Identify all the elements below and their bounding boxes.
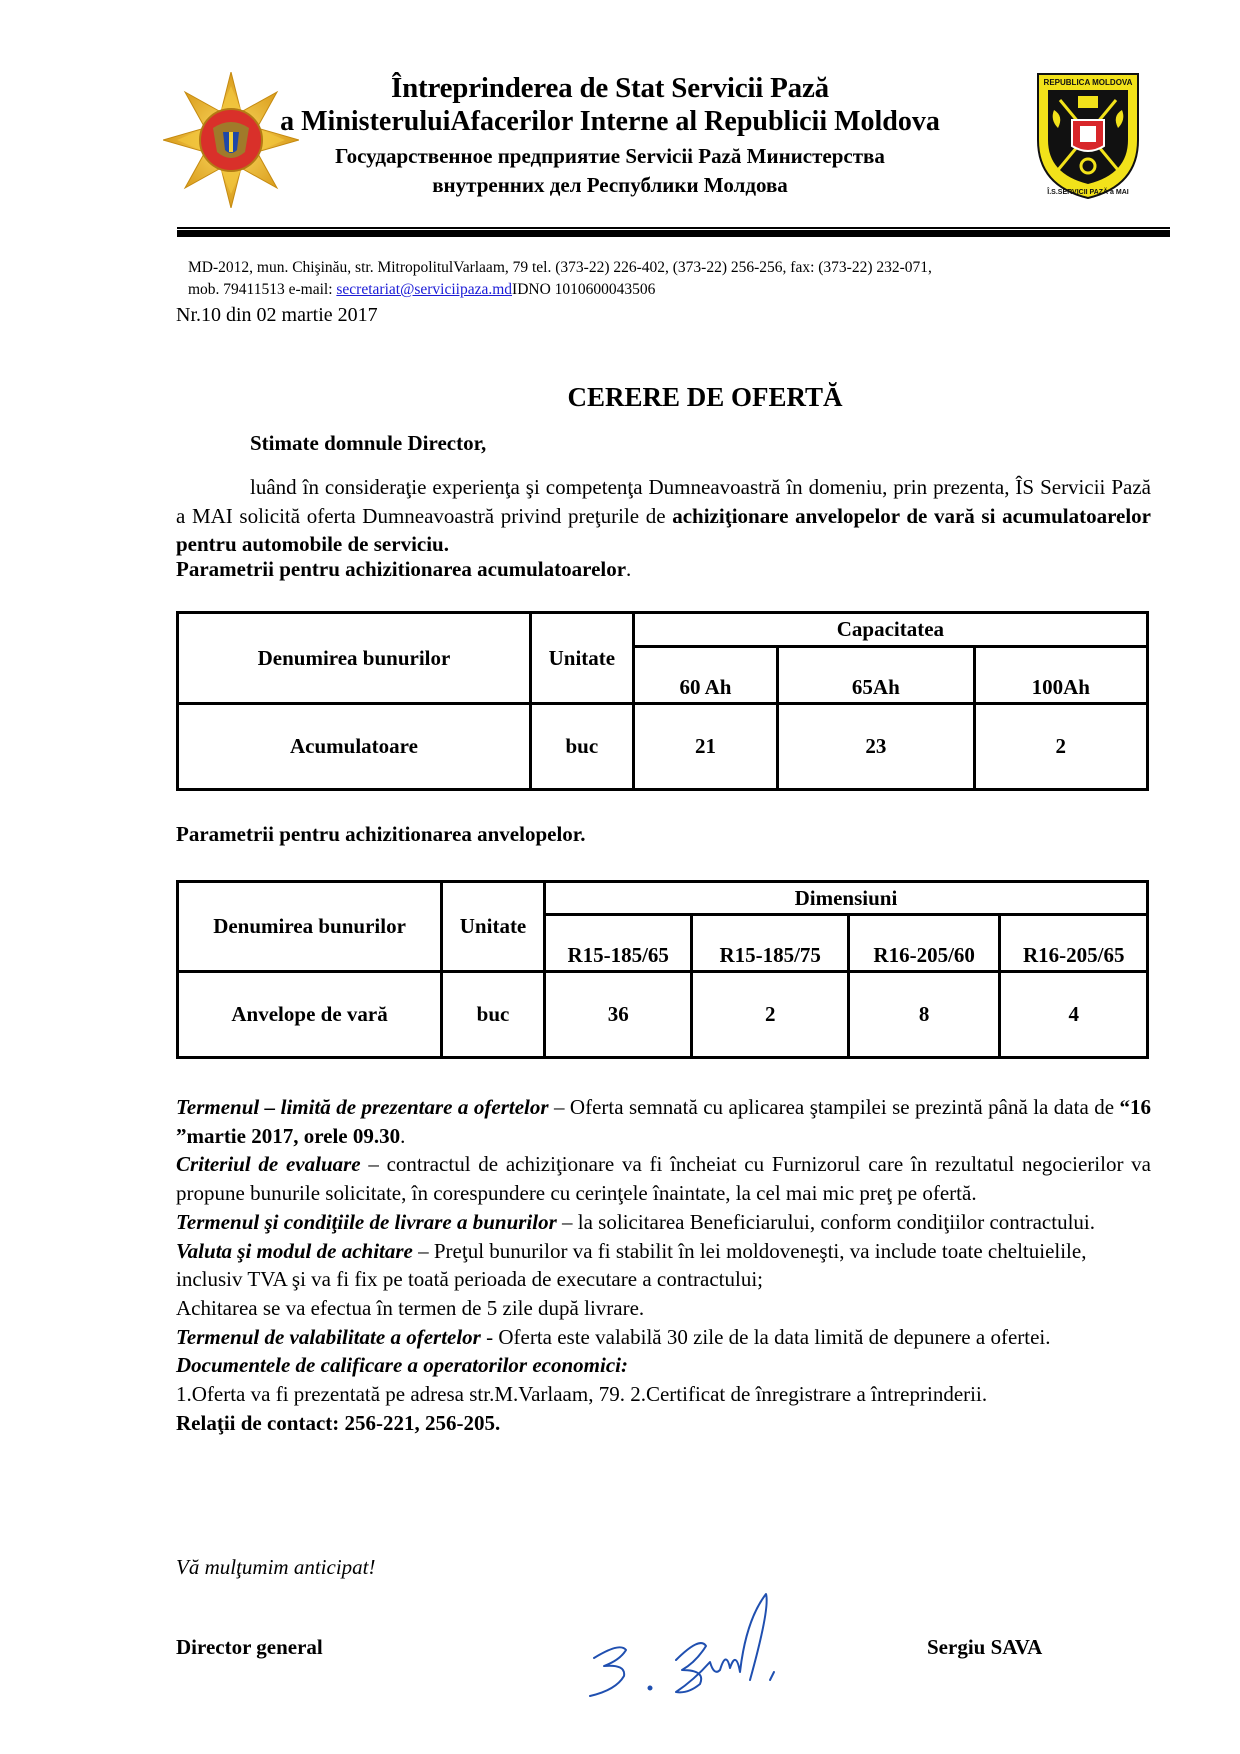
batteries-item-name: Acumulatoare xyxy=(178,704,531,790)
intro-text: luând în consideraţie experienţa şi competenţa Dumneavoastră în domeniu, prin prezenta, ÎS Servicii Pază a MAI solicită oferta Dumneavoastră privind preţurile de xyxy=(176,475,1151,528)
currency-term xyxy=(176,1237,1151,1294)
validity-label: Termenul de valabilitate a ofertelor xyxy=(176,1324,481,1349)
batteries-subcol-header: 60 Ah xyxy=(633,647,777,704)
contact-relations: Relaţii de contact: 256-221, 256-205. xyxy=(176,1410,501,1435)
tires-heading: Parametrii pentru achizitionarea anvelopelor. xyxy=(176,822,586,846)
validity-term xyxy=(176,1323,1151,1352)
table-row xyxy=(178,972,1148,1058)
delivery-text: – la solicitarea Beneficiarului, conform condiţiilor contractului. xyxy=(556,1209,1096,1234)
delivery-term xyxy=(176,1208,1151,1237)
svg-text:REPUBLICA MOLDOVA: REPUBLICA MOLDOVA xyxy=(1043,78,1133,87)
tires-col-name-header: Denumirea bunurilor xyxy=(178,882,442,972)
currency-text: – Preţul bunurilor va fi stabilit în lei moldoveneşti, va include toate cheltuielile, inclusiv TVA şi va fi fix pe toată perioada de executare a contractului; xyxy=(176,1238,1087,1292)
tires-item-unit: buc xyxy=(442,972,545,1058)
batteries-item-unit: buc xyxy=(530,704,633,790)
tires-qty: 8 xyxy=(848,972,1000,1058)
tires-qty: 2 xyxy=(692,972,848,1058)
criteria-text: – contractul de achiziţionare va fi încheiat cu Furnizorul care în rezultatul negocierilor va propune bunurile solicitate, în corespundere cu cerinţele înaintate, la cel mai mic preţ pe ofertă. xyxy=(176,1152,1151,1206)
batteries-qty: 21 xyxy=(633,704,777,790)
payment-term: Achitarea se va efectua în termen de 5 zile după livrare. xyxy=(176,1295,645,1320)
document-title: CERERE DE OFERTĂ xyxy=(567,382,843,412)
tires-col-unit-header: Unitate xyxy=(442,882,545,972)
tires-subcol-header: R16-205/60 xyxy=(848,915,1000,972)
closing-thanks: Vă mulţumim anticipat! xyxy=(176,1555,376,1579)
salutation: Stimate domnule Director, xyxy=(250,431,487,455)
criteria-label: Criteriul de evaluare xyxy=(176,1152,361,1177)
deadline-term xyxy=(176,1093,1151,1150)
contact-address-line: MD-2012, mun. Chişinău, str. MitropolitulVarlaam, 79 tel. (373-22) 226-402, (373-22) 256-256, fax: (373-22) 232-071, xyxy=(188,259,932,276)
batteries-subcol-header: 65Ah xyxy=(778,647,974,704)
header-divider-thick xyxy=(177,230,1170,237)
tires-qty: 4 xyxy=(1000,972,1148,1058)
documents-list: 1.Oferta va fi prezentată pe adresa str.M.Varlaam, 79. 2.Certificat de înregistrare a întreprinderii. xyxy=(176,1382,988,1407)
signatory-name: Sergiu SAVA xyxy=(927,1635,1043,1659)
handwritten-signature-icon xyxy=(580,1580,800,1700)
is-servicii-paza-shield-icon xyxy=(1034,70,1142,202)
contact-idno: IDNO 1010600043506 xyxy=(512,281,656,298)
table-row xyxy=(178,704,1148,790)
header-divider-thin xyxy=(177,227,1170,229)
validity-text: - Oferta este valabilă 30 zile de la data limită de depunere a ofertei. xyxy=(480,1324,1051,1349)
intro-text-bold: achiziţionare anvelopelor de vară si acumulatoarelor pentru automobile de serviciu. xyxy=(176,503,1151,556)
org-name-ro-line2: a MinisteruluiAfacerilor Interne al Republicii Moldova xyxy=(280,106,940,137)
contact-mobile: mob. 79411513 e-mail: xyxy=(188,281,337,298)
batteries-qty: 23 xyxy=(778,704,974,790)
currency-label: Valuta şi modul de achitare xyxy=(176,1238,413,1263)
deadline-label: Termenul – limită de prezentare a ofertelor xyxy=(176,1095,549,1119)
tires-qty: 36 xyxy=(544,972,692,1058)
tires-subcol-header: R15-185/75 xyxy=(692,915,848,972)
deadline-end: . xyxy=(400,1123,406,1148)
deadline-text: – Oferta semnată cu aplicarea ştampilei se prezintă până la data de xyxy=(548,1095,1120,1119)
org-name-ro-line1: Întreprinderea de Stat Servicii Pază xyxy=(391,72,829,104)
batteries-group-header: Capacitatea xyxy=(633,613,1147,647)
documents-heading: Documentele de calificare a operatorilor economici: xyxy=(176,1353,628,1378)
tires-item-name: Anvelope de vară xyxy=(178,972,442,1058)
batteries-heading-text: Parametrii pentru achizitionarea acumulatoarelor xyxy=(176,557,627,581)
batteries-table xyxy=(176,611,1149,791)
org-name-ru-line2: внутренних дел Республики Молдова xyxy=(432,173,788,197)
org-name-ru-line1: Государственное предприятие Servicii Pază Министерства xyxy=(335,144,885,168)
tires-group-header: Dimensiuni xyxy=(544,882,1147,915)
batteries-col-name-header: Denumirea bunurilor xyxy=(178,613,531,704)
deadline-date: “16 ”martie 2017, orele 09.30 xyxy=(176,1095,1151,1148)
terms-section xyxy=(176,1093,1151,1437)
batteries-heading-suffix: . xyxy=(626,557,632,581)
intro-paragraph xyxy=(176,473,1151,559)
tires-table xyxy=(176,880,1149,1059)
tires-subcol-header: R16-205/65 xyxy=(1000,915,1148,972)
batteries-col-unit-header: Unitate xyxy=(530,613,633,704)
batteries-qty: 2 xyxy=(974,704,1148,790)
delivery-label: Termenul şi condiţiile de livrare a bunurilor xyxy=(176,1209,557,1234)
batteries-heading xyxy=(176,557,631,582)
email-link[interactable]: secretariat@serviciipaza.md xyxy=(336,281,513,298)
svg-text:Î.S.SERVICII PAZĂ a MAI: Î.S.SERVICII PAZĂ a MAI xyxy=(1047,189,1129,196)
contact-mobile-email-line xyxy=(188,281,655,299)
document-reference-number: Nr.10 din 02 martie 2017 xyxy=(176,304,378,326)
tires-subcol-header: R15-185/65 xyxy=(544,915,692,972)
batteries-subcol-header: 100Ah xyxy=(974,647,1148,704)
criteria-term xyxy=(176,1150,1151,1207)
signatory-role: Director general xyxy=(176,1635,323,1659)
